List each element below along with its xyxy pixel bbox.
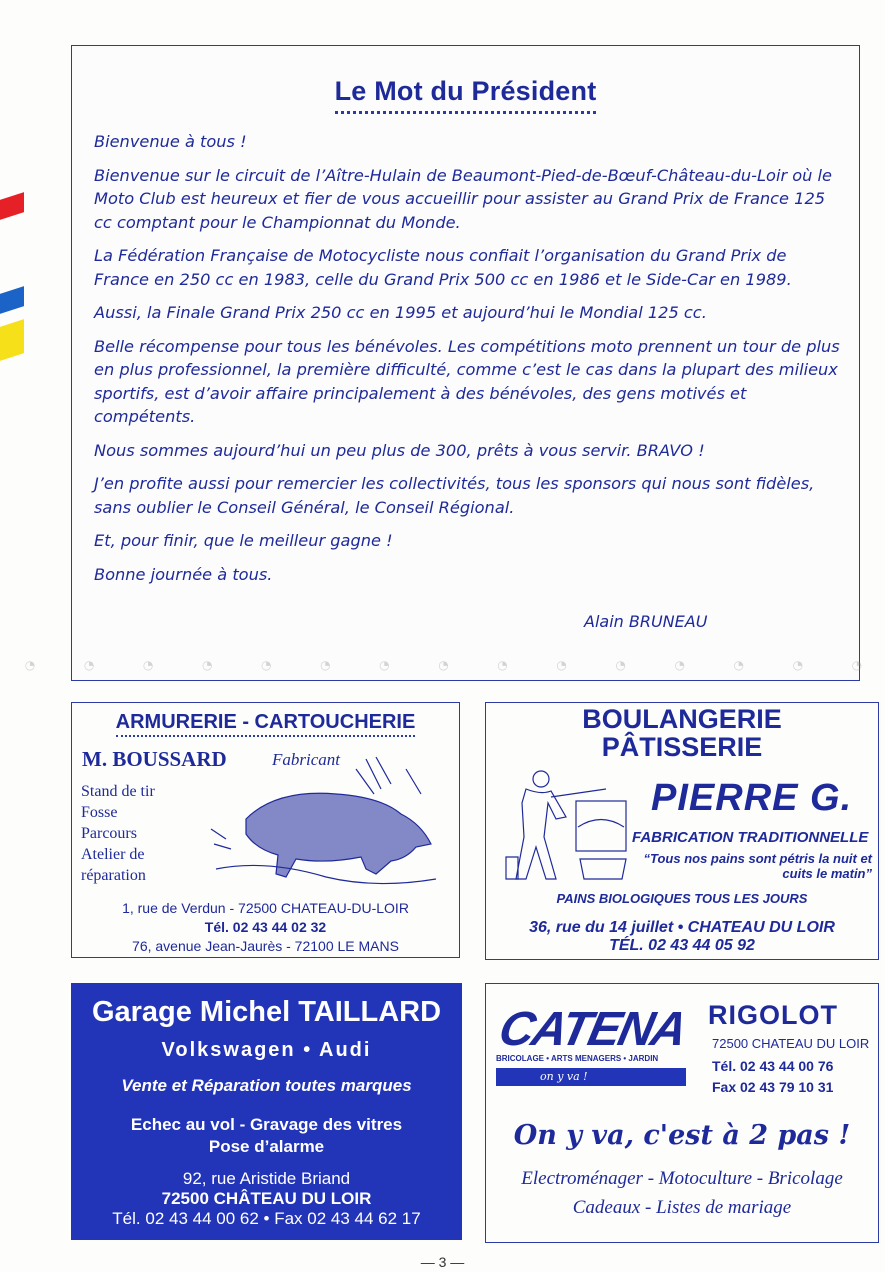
armurerie-subtitle: Fabricant	[272, 750, 340, 769]
baker-illustration-icon	[496, 767, 636, 885]
boulangerie-quote: “Tous nos pains sont pétris la nuit et cuits le matin”	[643, 851, 872, 881]
paragraph: Aussi, la Finale Grand Prix 250 cc en 1995 et aujourd’hui le Mondial 125 cc.	[94, 303, 707, 322]
edge-stripe-blue	[0, 286, 24, 314]
watermark-icon: ◔	[438, 658, 449, 672]
city-line: 72500 CHÂTEAU DU LOIR	[161, 1189, 372, 1208]
paragraph: Bonne journée à tous.	[94, 564, 273, 584]
phone-line: TÉL. 02 43 44 05 92	[609, 937, 755, 954]
armurerie-ad	[71, 702, 460, 958]
boulangerie-address	[486, 919, 878, 955]
phone-line: Tél. 02 43 44 02 32	[204, 919, 327, 935]
service-item: Parcours	[81, 825, 137, 842]
watermark-icon: ◔	[379, 658, 390, 672]
address-line: 92, rue Aristide Briand	[182, 1169, 351, 1188]
watermark-icon: ◔	[83, 658, 95, 672]
catena-logo-word: CATENA	[494, 1003, 691, 1056]
garage-services: Echec au vol - Gravage des vitres Pose d’alarme	[130, 1115, 403, 1156]
catena-city: 72500 CHATEAU DU LOIR	[712, 1036, 870, 1051]
paragraph: Et, pour finir, que le meilleur gagne !	[94, 531, 393, 550]
paragraph: J’en profite aussi pour remercier les collectivités, tous les sponsors qui nous sont fidèles, sans oublier le Conseil Général, le Conseil Régional.	[94, 474, 815, 517]
service-item: réparation	[81, 867, 146, 884]
armurerie-name: M. BOUSSARD	[82, 747, 227, 771]
president-message-box	[24, 45, 863, 681]
watermark-icon: ◔	[674, 658, 685, 672]
edge-stripe-yellow	[0, 319, 24, 361]
boar-illustration-icon	[206, 749, 446, 897]
address-line: 1, rue de Verdun - 72500 CHATEAU-DU-LOIR	[122, 900, 409, 916]
service-item: Atelier de	[81, 846, 145, 863]
boulangerie-bio: PAINS BIOLOGIQUES TOUS LES JOURS	[556, 891, 808, 906]
garage-brands: Volkswagen • Audi	[161, 1039, 372, 1061]
watermark-icon: ◔	[792, 658, 804, 672]
watermark-icon: ◔	[556, 658, 567, 672]
catena-logo	[496, 1002, 692, 1090]
paragraph: Bienvenue à tous !	[94, 132, 247, 151]
watermark-icon: ◔	[733, 658, 744, 672]
catena-name: RIGOLOT	[708, 1000, 838, 1030]
paragraph: Nous sommes aujourd’hui un peu plus de 300, prêts à vous servir. BRAVO !	[94, 440, 705, 460]
boulangerie-title: BOULANGERIE PÂTISSERIE	[582, 704, 782, 762]
garage-address	[72, 1169, 461, 1229]
catena-logo-sub: BRICOLAGE • ARTS MENAGERS • JARDIN	[496, 1054, 659, 1063]
service-item: Stand de tir	[81, 783, 155, 800]
catena-products: Electroménager - Motoculture - Bricolage Cadeaux - Listes de mariage	[521, 1168, 843, 1218]
president-text	[94, 130, 843, 596]
paragraph: Belle récompense pour tous les bénévoles. Les compétitions moto prennent un tour de plus en plus professionnel, la première difficulté, comme c’est le cas dans la plupart des milieux sportifs, est d’avoir affaire principalement à des bénévoles, des gens motivés et compétents.	[94, 336, 840, 426]
garage-vente: Vente et Réparation toutes marques	[121, 1076, 412, 1095]
phone-line: Tél. 02 43 44 00 76	[712, 1058, 834, 1074]
garage-title: Garage Michel TAILLARD	[91, 996, 442, 1028]
garage-ad	[71, 983, 462, 1240]
watermark-icon: ◔	[24, 658, 36, 672]
page-number: — 3 —	[420, 1254, 465, 1270]
service-item: Fosse	[81, 804, 118, 821]
watermark-icon: ◔	[320, 658, 331, 672]
watermark-icon: ◔	[201, 658, 213, 672]
armurerie-header: ARMURERIE - CARTOUCHERIE	[72, 711, 459, 734]
boulangerie-fabrication: FABRICATION TRADITIONNELLE	[632, 829, 869, 846]
boulangerie-name: PIERRE G.	[651, 777, 853, 819]
armurerie-services	[81, 781, 155, 886]
paragraph: Bienvenue sur le circuit de l’Aître-Hulain de Beaumont-Pied-de-Bœuf-Château-du-Loir où le Moto Club est heureux et fier de vous accueillir pour assister au Grand Prix de France 125 cc comptant pour le Championnat du Monde.	[94, 165, 833, 232]
edge-stripe-red	[0, 192, 24, 220]
catena-contact	[712, 1056, 833, 1098]
fax-line: Fax 02 43 79 10 31	[712, 1079, 834, 1095]
watermark-icon: ◔	[851, 658, 863, 672]
watermark-icon: ◔	[615, 658, 626, 672]
watermark-icon: ◔	[497, 658, 508, 672]
catena-ad	[485, 983, 879, 1243]
catena-logo-tag: on y va !	[496, 1068, 686, 1086]
address-line: 36, rue du 14 juillet • CHATEAU DU LOIR	[529, 919, 835, 936]
armurerie-address	[72, 899, 459, 956]
watermark-icon: ◔	[261, 658, 272, 672]
catena-slogan: On y va, c'est à 2 pas !	[513, 1120, 851, 1151]
president-signature: Alain BRUNEAU	[584, 612, 708, 631]
watermark-icon: ◔	[142, 658, 154, 672]
boulangerie-ad	[485, 702, 879, 960]
address-line: 76, avenue Jean-Jaurès - 72100 LE MANS	[132, 938, 399, 954]
contact-line: Tél. 02 43 44 00 62 • Fax 02 43 44 62 17	[112, 1209, 421, 1228]
paragraph: La Fédération Française de Motocycliste nous confiait l’organisation du Grand Prix de France en 250 cc en 1983, celle du Grand Prix 500 cc en 1986 et le Side-Car en 1989.	[94, 246, 792, 289]
president-title: Le Mot du Président	[72, 76, 859, 114]
